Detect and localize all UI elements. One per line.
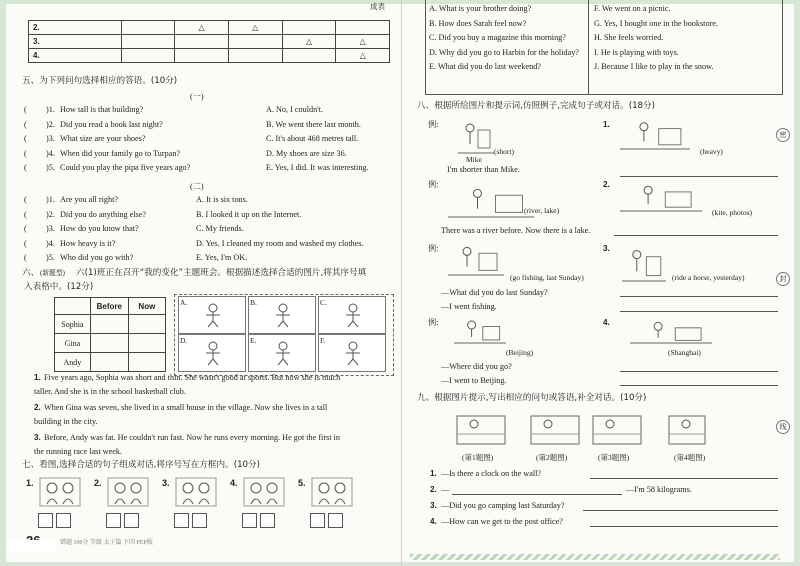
scene-picture xyxy=(528,410,582,446)
answer-line[interactable] xyxy=(614,235,778,236)
option-right: F. We went on a picnic. xyxy=(594,4,671,13)
score-label: 成表 xyxy=(370,2,385,11)
cell xyxy=(121,49,175,63)
mark: △ xyxy=(359,37,366,46)
pic-num: 5. xyxy=(298,478,306,488)
question-num: 2. xyxy=(603,180,610,189)
name-sophia: Sophia xyxy=(55,315,91,334)
mark: △ xyxy=(305,37,313,46)
question-hint: (Shanghai) xyxy=(668,348,701,357)
example-hint: (Beijing) xyxy=(506,348,534,357)
answer-line[interactable] xyxy=(620,311,778,312)
pic-num: 3. xyxy=(162,478,170,488)
footer-text: 错题 100分 等级 太子篇 下四 PEP版 xyxy=(60,540,153,546)
example-label: 例: xyxy=(428,180,439,189)
dialogue-picture xyxy=(174,474,218,508)
option-right: H. She feels worried. xyxy=(594,33,664,42)
horse-riding-picture xyxy=(620,242,668,284)
cell xyxy=(228,35,282,49)
question-num: )3. xyxy=(46,134,55,143)
question-num: )1. xyxy=(46,195,55,204)
cell xyxy=(228,21,282,35)
answer-line[interactable] xyxy=(590,526,778,527)
scene-picture xyxy=(590,410,644,446)
shanghai-picture xyxy=(628,318,714,346)
cell xyxy=(228,49,282,63)
option-right: I. He is playing with toys. xyxy=(594,47,679,57)
answer-option: D. My shoes are size 36. xyxy=(266,148,347,158)
picture-label: B. xyxy=(250,298,257,307)
top-table xyxy=(28,20,390,63)
answer-option: E. Yes, I'm OK. xyxy=(196,253,248,262)
question-num: 1. xyxy=(603,120,610,129)
cell xyxy=(282,21,336,35)
child-sketch-icon xyxy=(338,302,368,328)
answer-box[interactable] xyxy=(242,513,257,528)
question-num: 4. xyxy=(603,318,610,327)
header-before: Before xyxy=(90,298,128,315)
seal-line-icon: 线 xyxy=(776,420,790,434)
child-sketch-icon xyxy=(198,302,228,328)
answer-cell[interactable] xyxy=(128,353,165,372)
question-hint: (heavy) xyxy=(700,147,723,156)
answer-box[interactable] xyxy=(56,513,71,528)
cell xyxy=(336,49,390,63)
question-num: )4. xyxy=(46,238,55,248)
row-num: 3. xyxy=(33,37,40,46)
dialogue-line: — xyxy=(441,485,450,494)
text-line: Five years ago, Sophia was short and thin. She wasn't good at sports. But now she is much xyxy=(44,373,341,382)
answer-option: A. It is six tons. xyxy=(196,195,248,204)
cell xyxy=(336,21,390,35)
dialogue-answer: —I'm 58 kilograms. xyxy=(626,485,692,494)
answer-blank[interactable] xyxy=(32,164,44,173)
example-dialogue: —I went to Beijing. xyxy=(441,376,507,385)
section8-title: 八、根据所给图片和提示词,仿照例子,完成句子或对话。(18分) xyxy=(417,101,655,111)
beijing-picture xyxy=(452,316,508,346)
answer-cell[interactable] xyxy=(90,334,128,353)
paren: ( xyxy=(24,253,27,262)
question-text: When did your family go to Turpan? xyxy=(60,148,181,158)
answer-option: B. I looked it up on the Internet. xyxy=(196,209,302,219)
answer-option: C. It's about 468 metres tall. xyxy=(266,134,359,143)
children-height-picture xyxy=(456,116,496,156)
text-num: 2. xyxy=(34,403,41,412)
answer-line[interactable] xyxy=(620,371,778,372)
question-text: Are you all right? xyxy=(60,195,118,204)
row-num: 2. xyxy=(33,23,40,32)
part2-title: (二) xyxy=(190,182,204,191)
example-hint: (river, lake) xyxy=(524,206,560,215)
section6-title: 六(1)班正在召开“我的变化”主题班会。根据描述选择合适的图片,将其序号填 xyxy=(76,268,367,278)
option-left: C. Did you buy a magazine this morning? xyxy=(429,33,566,42)
line-num: 1. xyxy=(430,469,437,478)
child-sketch-icon xyxy=(268,340,298,366)
answer-box[interactable] xyxy=(38,513,53,528)
paren: ( xyxy=(24,105,27,114)
answer-blank[interactable] xyxy=(32,225,44,234)
child-sketch-icon xyxy=(198,340,228,366)
dialogue-line: —Did you go camping last Saturday? xyxy=(441,501,565,510)
section5-title: 五、为下列问句选择相应的答语。(10分) xyxy=(22,76,178,86)
pic-num: 4. xyxy=(230,478,238,488)
child-sketch-icon xyxy=(338,340,368,366)
picture-label: C. xyxy=(320,298,327,307)
question-num: )1. xyxy=(46,105,55,114)
answer-blank[interactable] xyxy=(32,150,44,159)
name-gina: Gina xyxy=(55,334,91,353)
answer-blank[interactable] xyxy=(32,254,44,263)
figure-caption: (第1题图) xyxy=(462,453,494,462)
line-num: 4. xyxy=(430,517,437,526)
example-dialogue: —I went fishing. xyxy=(441,302,497,311)
corner-cell xyxy=(55,298,91,315)
question-text: Could you play the pipa five years ago? xyxy=(60,163,191,172)
kite-photos-picture xyxy=(618,180,704,214)
example-hint: (go fishing, last Sunday) xyxy=(510,273,584,282)
answer-line[interactable] xyxy=(620,176,778,177)
paren: ( xyxy=(24,119,27,129)
picture-label: E. xyxy=(250,336,257,345)
example-label: 例: xyxy=(428,120,439,129)
answer-option: A. No, I couldn't. xyxy=(266,105,323,114)
decorative-border xyxy=(410,554,780,560)
section9-title: 九、根据图片提示,写出相应的问句或答语,补全对话。(10分) xyxy=(417,393,647,403)
question-num: )5. xyxy=(46,253,55,262)
answer-blank[interactable] xyxy=(32,106,44,115)
dialogue-line: —How can we get to the post office? xyxy=(441,517,563,526)
answer-line[interactable] xyxy=(620,385,778,386)
option-left: A. What is your brother doing? xyxy=(429,4,532,13)
scene-picture xyxy=(666,410,708,446)
question-text: Did you do anything else? xyxy=(60,209,146,219)
answer-line[interactable] xyxy=(452,494,622,495)
dialogue-picture xyxy=(38,474,82,508)
pic-num: 1. xyxy=(26,478,34,488)
page-fold xyxy=(401,0,402,566)
question-hint: (kite, photos) xyxy=(712,208,752,217)
answer-option: C. My friends. xyxy=(196,224,244,233)
question-num: )5. xyxy=(46,163,55,172)
example-label: 例: xyxy=(428,318,439,327)
scene-picture xyxy=(454,410,508,446)
cell xyxy=(175,49,229,63)
text-num: 1. xyxy=(34,373,41,382)
answer-blank[interactable] xyxy=(32,135,44,144)
row-num: 4. xyxy=(33,51,40,60)
figure-caption: (第3题图) xyxy=(598,453,630,462)
example-name: Mike xyxy=(466,155,482,164)
section6-title-prefix: 六、 xyxy=(22,268,40,278)
question-text: What size are your shoes? xyxy=(60,134,146,143)
fishing-picture xyxy=(446,240,506,278)
answer-blank[interactable] xyxy=(32,211,44,220)
cell xyxy=(282,49,336,63)
paren: ( xyxy=(24,163,27,172)
changes-table xyxy=(54,297,166,372)
answer-box[interactable] xyxy=(124,513,139,528)
example-hint: (short) xyxy=(494,147,514,156)
options-divider xyxy=(588,0,589,94)
answer-cell[interactable] xyxy=(128,334,165,353)
picture-label: D. xyxy=(180,336,188,345)
example-answer: I'm shorter than Mike. xyxy=(447,165,520,174)
text-line: When Gina was seven, she lived in a small house in the village. Now she lives in a tall xyxy=(44,403,328,412)
paren: ( xyxy=(24,224,27,233)
text-num: 3. xyxy=(34,433,41,442)
answer-box[interactable] xyxy=(328,513,343,528)
question-num: )4. xyxy=(46,148,55,158)
line-num: 2. xyxy=(430,485,437,494)
question-text: How tall is that building? xyxy=(60,105,144,114)
option-right: G. Yes, I bought one in the bookstore. xyxy=(594,18,718,28)
answer-box[interactable] xyxy=(260,513,275,528)
paren: ( xyxy=(24,195,27,204)
question-num: )2. xyxy=(46,119,55,129)
question-num: 3. xyxy=(603,244,610,253)
question-text: How heavy is it? xyxy=(60,238,116,248)
cell xyxy=(282,35,336,49)
mark: △ xyxy=(359,51,366,60)
text-line: the running race last week. xyxy=(34,447,122,456)
cell xyxy=(336,35,390,49)
picture-label: A. xyxy=(180,298,188,307)
question-num: )2. xyxy=(46,209,55,219)
question-text: Did you read a book last night? xyxy=(60,119,163,129)
section6-tag: (新题型) xyxy=(40,270,65,277)
example-label: 例: xyxy=(428,244,439,253)
answer-blank[interactable] xyxy=(32,196,44,205)
answer-box[interactable] xyxy=(106,513,121,528)
paren: ( xyxy=(24,134,27,143)
paren: ( xyxy=(24,148,27,158)
question-text: Who did you go with? xyxy=(60,253,134,262)
mark: △ xyxy=(252,23,259,32)
answer-line[interactable] xyxy=(620,296,778,297)
cell xyxy=(175,35,229,49)
answer-cell[interactable] xyxy=(90,315,128,334)
text-line: building in the city. xyxy=(34,417,98,426)
seal-line-icon: 密 xyxy=(776,128,790,142)
dialogue-line: —Is there a clock on the wall? xyxy=(441,469,542,478)
answer-box[interactable] xyxy=(174,513,189,528)
line-num: 3. xyxy=(430,501,437,510)
example-answer: There was a river before. Now there is a lake. xyxy=(441,226,591,235)
header-now: Now xyxy=(128,298,165,315)
answer-cell[interactable] xyxy=(90,353,128,372)
answer-blank[interactable] xyxy=(32,121,44,130)
part1-title: (一) xyxy=(190,92,204,101)
cell xyxy=(121,21,175,35)
answer-blank[interactable] xyxy=(32,240,44,249)
option-left: D. Why did you go to Harbin for the holiday? xyxy=(429,47,579,57)
river-lake-picture xyxy=(446,182,536,220)
section7-title: 七、看图,选择合适的句子组成对话,将序号写在方框内。(10分) xyxy=(22,460,260,470)
name-andy: Andy xyxy=(55,353,91,372)
option-left: B. How does Sarah feel now? xyxy=(429,18,527,28)
answer-option: E. Yes, I did. It was interesting. xyxy=(266,163,369,172)
scale-picture xyxy=(618,116,692,152)
answer-line[interactable] xyxy=(583,510,778,511)
cell xyxy=(121,35,175,49)
mark: △ xyxy=(198,23,205,32)
answer-cell[interactable] xyxy=(128,315,165,334)
cell xyxy=(175,21,229,35)
section6-title2: 入表格中。(12分) xyxy=(24,282,94,292)
question-num: )3. xyxy=(46,224,55,233)
example-dialogue: —Where did you go? xyxy=(441,362,512,371)
answer-option: D. Yes. I cleaned my room and washed my clothes. xyxy=(196,238,364,248)
dialogue-picture xyxy=(242,474,286,508)
option-left: E. What did you do last weekend? xyxy=(429,62,541,71)
child-sketch-icon xyxy=(268,302,298,328)
option-right: J. Because I like to play in the snow. xyxy=(594,62,714,71)
question-text: How do you know that? xyxy=(60,224,139,233)
answer-option: B. We went there last month. xyxy=(266,119,361,129)
seal-line-icon: 封 xyxy=(776,272,790,286)
text-line: taller. And she is in the school basketball club. xyxy=(34,387,186,396)
question-hint: (ride a horse, yesterday) xyxy=(672,273,745,282)
figure-caption: (第4题图) xyxy=(674,453,706,462)
answer-line[interactable] xyxy=(590,478,778,479)
paren: ( xyxy=(24,209,27,219)
figure-caption: (第2题图) xyxy=(536,453,568,462)
picture-label: F. xyxy=(320,336,326,345)
footer-tab xyxy=(8,540,56,552)
answer-box[interactable] xyxy=(192,513,207,528)
answer-box[interactable] xyxy=(310,513,325,528)
paren: ( xyxy=(24,238,27,248)
text-line: Before, Andy was fat. He couldn't run fast. Now he runs every morning. He got the first in xyxy=(44,433,340,442)
dialogue-picture xyxy=(310,474,354,508)
example-dialogue: —What did you do last Sunday? xyxy=(441,288,548,297)
pic-num: 2. xyxy=(94,478,102,488)
dialogue-picture xyxy=(106,474,150,508)
